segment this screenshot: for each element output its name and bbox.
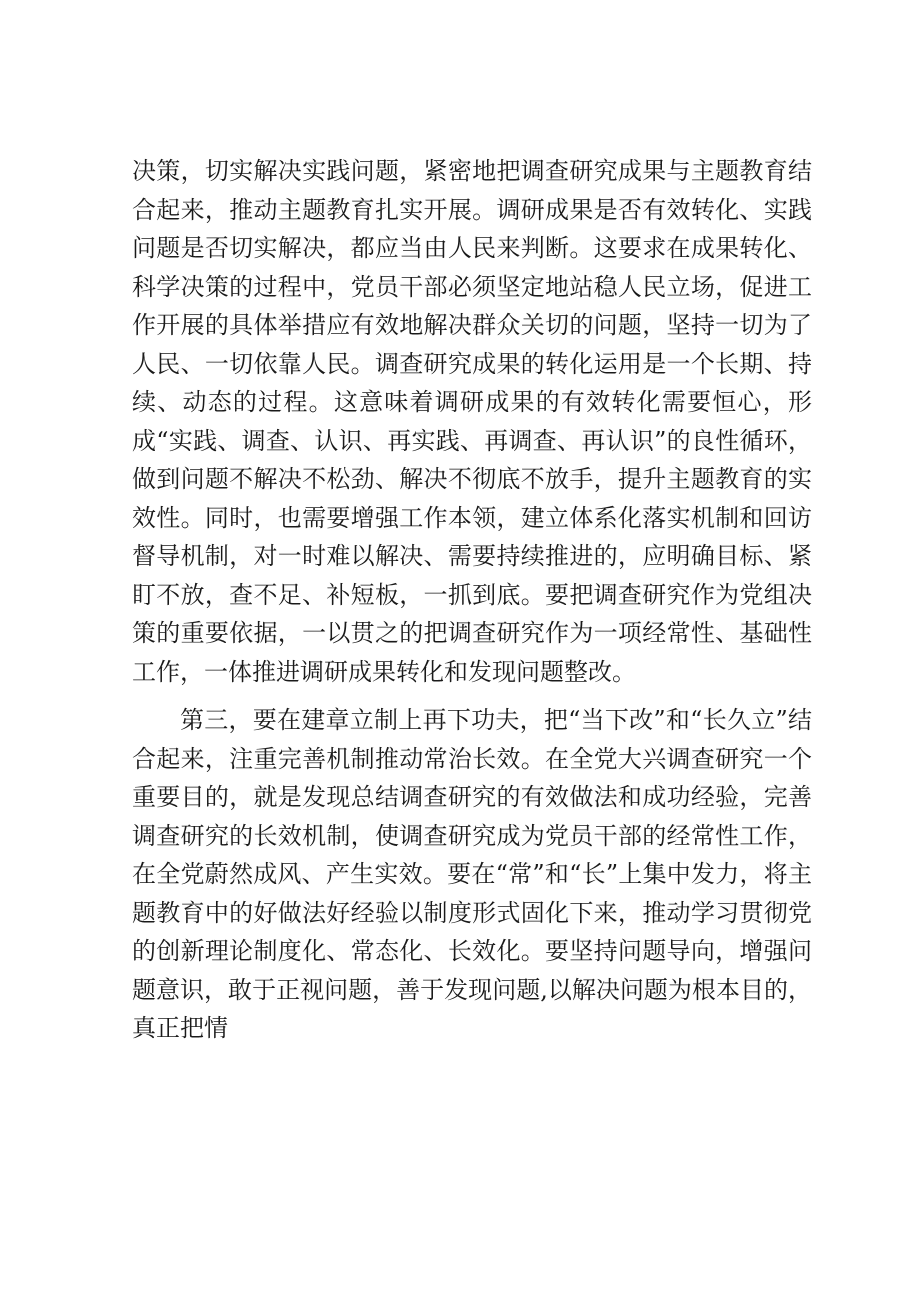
document-body — [132, 152, 812, 1048]
paragraph-third-point: 第三，要在建章立制上再下功夫，把“当下改”和“长久立”结合起来，注重完善机制推动常治长效。在全党大兴调查研究一个重要目的，就是发现总结调查研究的有效做法和成功经验，完善调查研究的长效机制，使调查研究成为党员干部的经常性工作，在全党蔚然成风、产生实效。要在“常”和“长”上集中发力，将主题教育中的好做法好经验以制度形式固化下来，推动学习贯彻党的创新理论制度化、常态化、长效化。要坚持问题导向，增强问题意识，敢于正视问题，善于发现问题,以解决问题为根本目的，真正把情 — [132, 706, 812, 1042]
paragraph-continued: 决策，切实解决实践问题，紧密地把调查研究成果与主题教育结合起来，推动主题教育扎实开展。调研成果是否有效转化、实践问题是否切实解决，都应当由人民来判断。这要求在成果转化、科学决策的过程中，党员干部必须坚定地站稳人民立场，促进工作开展的具体举措应有效地解决群众关切的问题，坚持一切为了人民、一切依靠人民。调查研究成果的转化运用是一个长期、持续、动态的过程。这意味着调研成果的有效转化需要恒心，形成“实践、调查、认识、再实践、再调查、再认识”的良性循环，做到问题不解决不松劲、解决不彻底不放手，提升主题教育的实效性。同时，也需要增强工作本领，建立体系化落实机制和回访督导机制，对一时难以解决、需要持续推进的，应明确目标、紧盯不放，查不足、补短板，一抓到底。要把调查研究作为党组决策的重要依据，一以贯之的把调查研究作为一项经常性、基础性工作，一体推进调研成果转化和发现问题整改。 — [132, 157, 812, 686]
